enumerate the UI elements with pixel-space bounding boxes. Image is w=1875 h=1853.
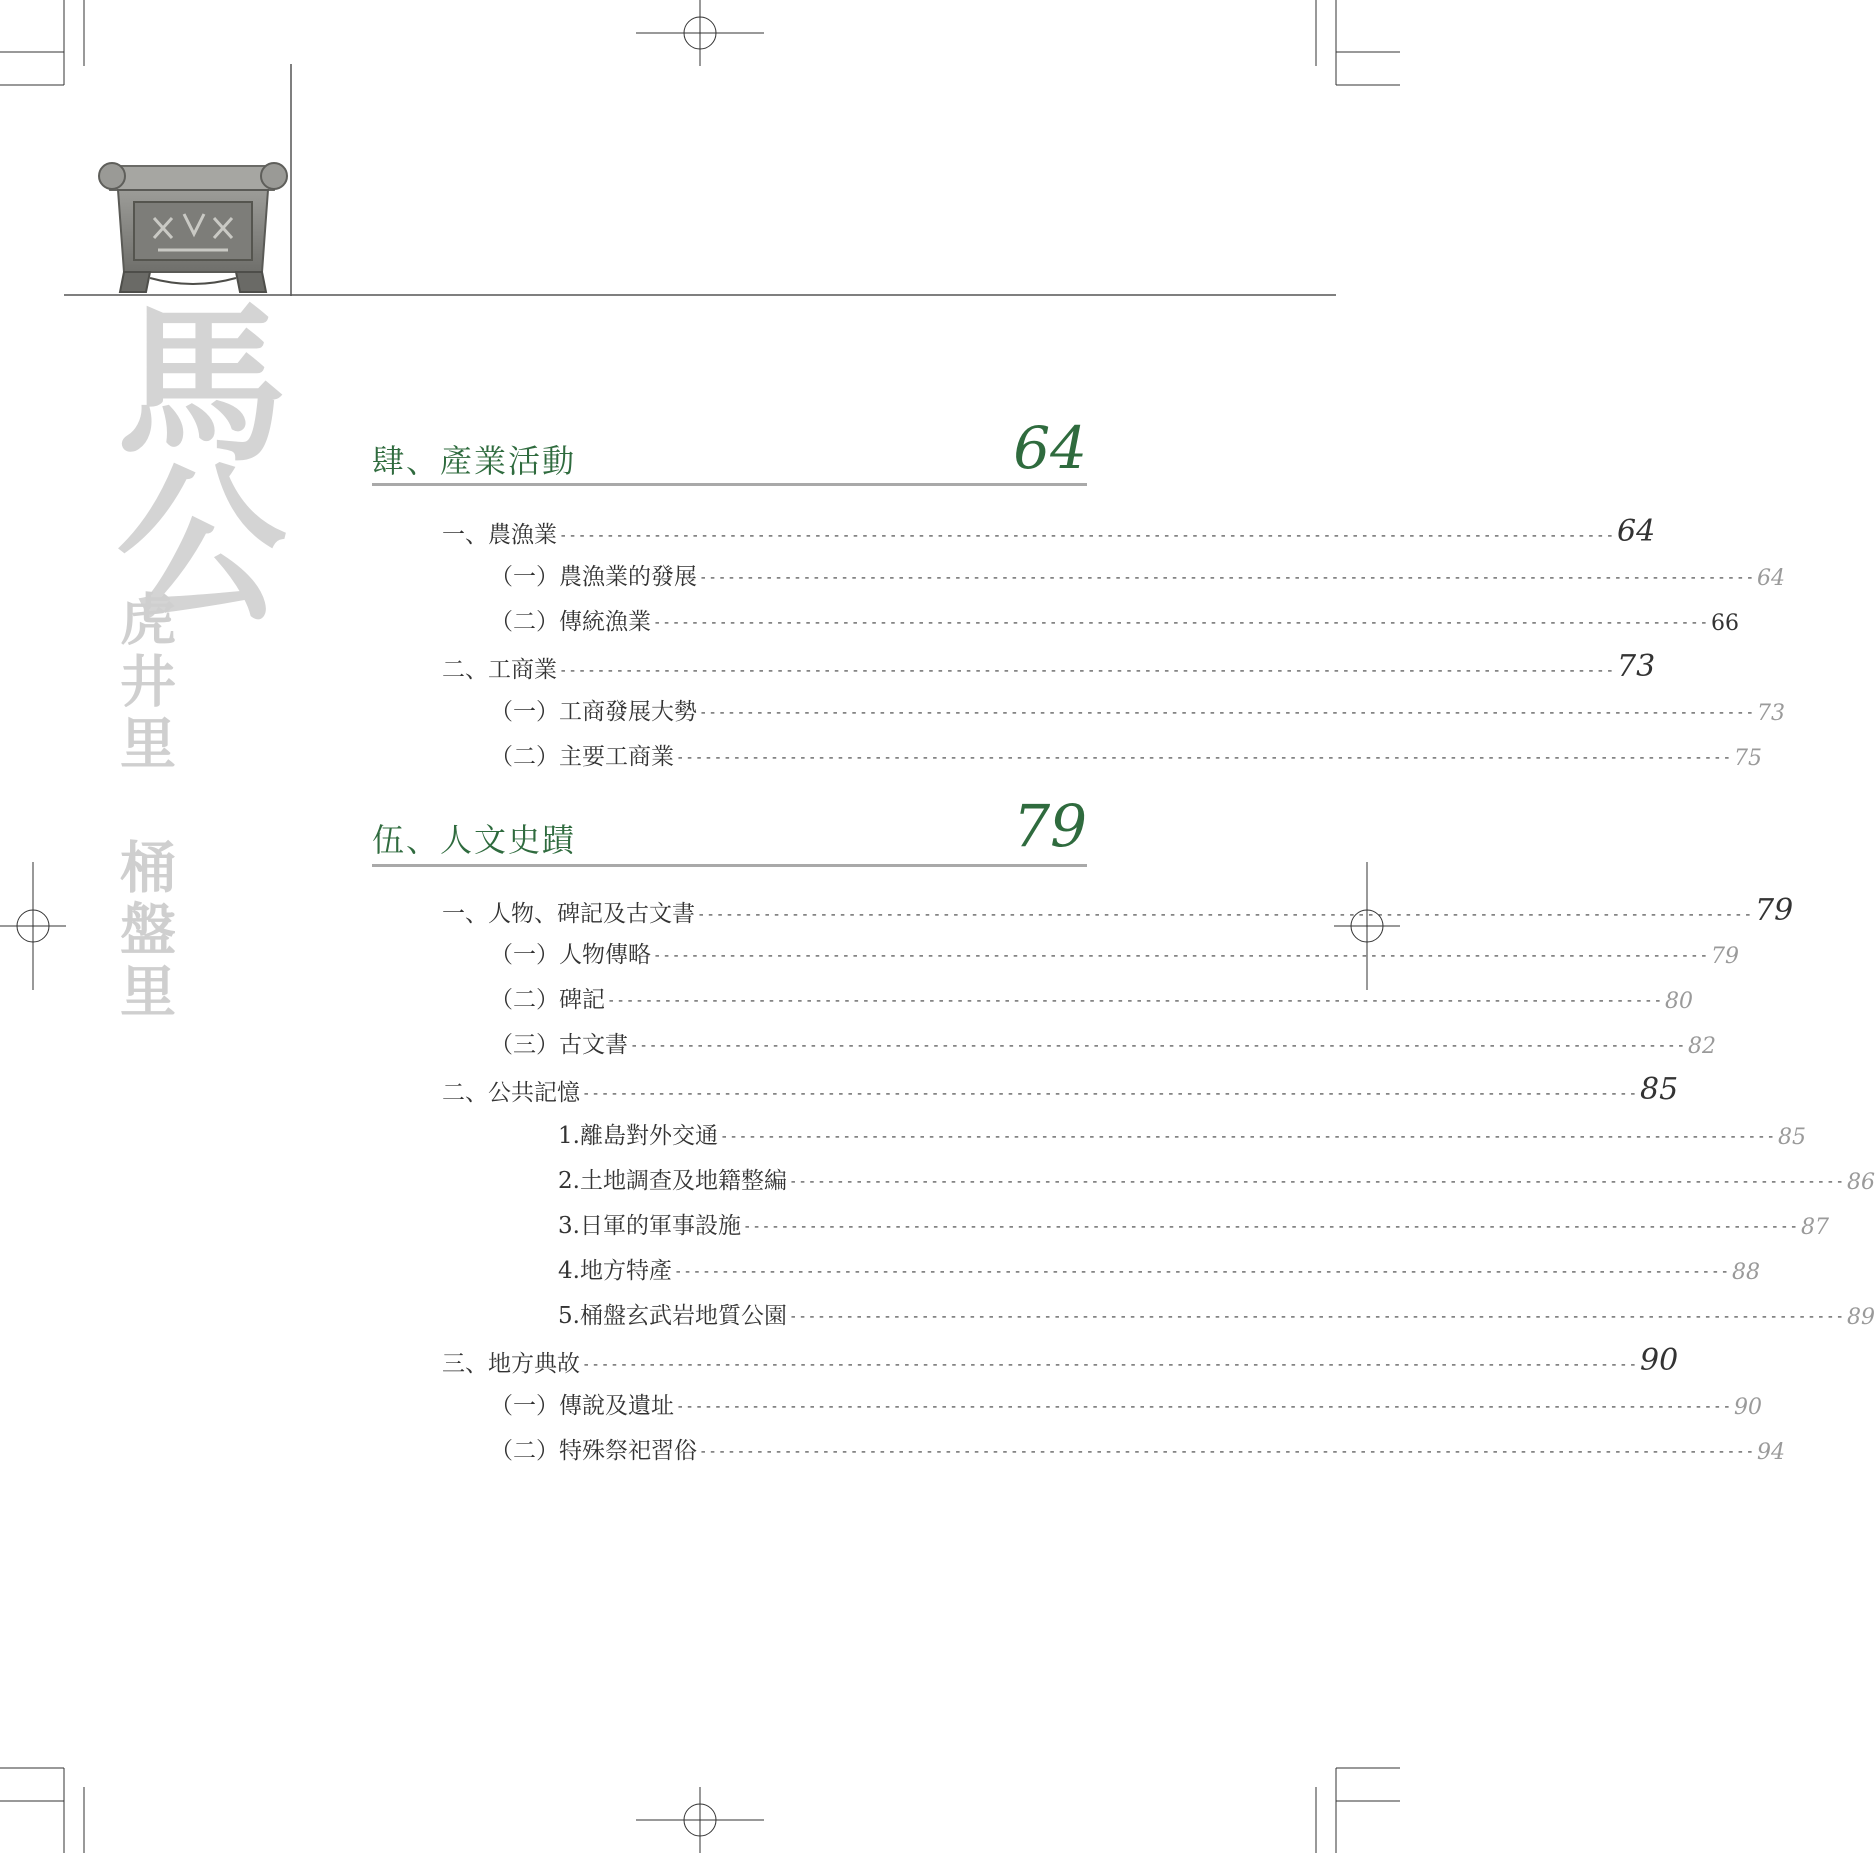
- toc-entry[interactable]: [442, 1342, 1679, 1378]
- toc-entry-page: 73: [1617, 649, 1656, 684]
- toc-entry-label: 二、公共記憶: [442, 1080, 580, 1106]
- toc-entry[interactable]: [490, 978, 1694, 1014]
- toc-entry-label: 一、人物、碑記及古文書: [442, 901, 695, 927]
- toc-leader: ----------------------------------------------------------------------------------------------------------------: [630, 1038, 1687, 1054]
- toc-leader: ----------------------------------------------------------------------------------------------------------------: [788, 1309, 1845, 1325]
- toc-leader: ----------------------------------------------------------------------------------------------------------------: [653, 948, 1710, 964]
- toc-entry-page: 64: [1617, 514, 1656, 549]
- toc-leader: ----------------------------------------------------------------------------------------------------------------: [788, 1174, 1845, 1190]
- toc-entry-page: 90: [1640, 1343, 1679, 1378]
- toc-entry[interactable]: [490, 555, 1786, 591]
- toc-leader: ----------------------------------------------------------------------------------------------------------------: [582, 1357, 1639, 1373]
- toc-entry-label: 2.土地調查及地籍整編: [558, 1168, 787, 1194]
- toc-entry-page: 80: [1665, 989, 1694, 1014]
- toc-entry-page: 94: [1757, 1440, 1786, 1465]
- toc-entry-label: 5.桶盤玄武岩地質公園: [558, 1303, 787, 1329]
- toc-entry-page: 79: [1755, 893, 1794, 928]
- toc-entry-label: （二）特殊祭祀習俗: [490, 1438, 697, 1464]
- toc-leader: ----------------------------------------------------------------------------------------------------------------: [582, 1086, 1639, 1102]
- toc-entry-label: （二）主要工商業: [490, 744, 674, 770]
- stone-burner-image: [98, 160, 288, 300]
- toc-leader: ----------------------------------------------------------------------------------------------------------------: [607, 993, 1664, 1009]
- toc-entry[interactable]: [490, 1023, 1717, 1059]
- toc-entry-label: （一）傳說及遺址: [490, 1393, 674, 1419]
- toc-entry[interactable]: [442, 648, 1656, 684]
- toc-entry-page: 86: [1846, 1170, 1875, 1195]
- section-title: 伍、人文史蹟: [372, 821, 577, 859]
- toc-entry-page: 85: [1640, 1072, 1679, 1107]
- toc-entry-page: 66: [1711, 611, 1740, 636]
- toc-entry-label: （一）人物傳略: [490, 942, 651, 968]
- toc-leader: ----------------------------------------------------------------------------------------------------------------: [697, 907, 1754, 923]
- toc-entry-label: （二）傳統漁業: [490, 609, 651, 635]
- toc-entry-label: （一）工商發展大勢: [490, 699, 697, 725]
- toc-entry[interactable]: [442, 1071, 1679, 1107]
- toc-entry[interactable]: [490, 600, 1740, 636]
- toc-entry-page: 82: [1688, 1034, 1717, 1059]
- toc-entry-page: 89: [1846, 1305, 1875, 1330]
- toc-entry[interactable]: [442, 892, 1794, 928]
- toc-leader: ----------------------------------------------------------------------------------------------------------------: [699, 705, 1756, 721]
- section-page-number: 79: [1013, 792, 1087, 860]
- toc-entry[interactable]: [490, 1429, 1786, 1465]
- toc-entry-label: 3.日軍的軍事設施: [558, 1213, 741, 1239]
- toc-entry[interactable]: [558, 1249, 1760, 1285]
- toc-leader: ----------------------------------------------------------------------------------------------------------------: [559, 663, 1616, 679]
- toc-leader: ----------------------------------------------------------------------------------------------------------------: [673, 1264, 1730, 1280]
- toc-entry-page: 90: [1734, 1395, 1763, 1420]
- toc-entry[interactable]: [558, 1294, 1875, 1330]
- toc-entry[interactable]: [490, 1384, 1763, 1420]
- toc-entry-label: 1.離島對外交通: [558, 1123, 718, 1149]
- toc-entry-label: 一、農漁業: [442, 522, 557, 548]
- toc-leader: ----------------------------------------------------------------------------------------------------------------: [699, 1444, 1756, 1460]
- toc-entry[interactable]: [558, 1114, 1806, 1150]
- section-title: 肆、產業活動: [372, 442, 577, 480]
- toc-entry-label: 三、地方典故: [442, 1351, 580, 1377]
- sidebar-title-sub: 虎井里 桶盤里: [111, 590, 176, 1024]
- toc-entry[interactable]: [558, 1204, 1829, 1240]
- toc-entry-label: （二）碑記: [490, 987, 605, 1013]
- toc-entry-label: 4.地方特產: [558, 1258, 672, 1284]
- toc-entry[interactable]: [558, 1159, 1875, 1195]
- toc-leader: ----------------------------------------------------------------------------------------------------------------: [676, 750, 1733, 766]
- sidebar-title-main: 馬公: [87, 295, 287, 615]
- toc-entry-label: （三）古文書: [490, 1032, 628, 1058]
- toc-entry-page: 79: [1711, 944, 1740, 969]
- toc-leader: ----------------------------------------------------------------------------------------------------------------: [559, 528, 1616, 544]
- section-rule: [372, 483, 1087, 486]
- toc-entry-page: 73: [1757, 701, 1786, 726]
- section-rule: [372, 864, 1087, 867]
- toc-entry[interactable]: [490, 690, 1786, 726]
- toc-leader: ----------------------------------------------------------------------------------------------------------------: [676, 1399, 1733, 1415]
- toc-leader: ----------------------------------------------------------------------------------------------------------------: [699, 570, 1756, 586]
- toc-leader: ----------------------------------------------------------------------------------------------------------------: [719, 1129, 1776, 1145]
- toc-entry-page: 88: [1731, 1260, 1760, 1285]
- toc-entry[interactable]: [442, 513, 1656, 549]
- toc-entry-label: 二、工商業: [442, 657, 557, 683]
- toc-entry-label: （一）農漁業的發展: [490, 564, 697, 590]
- section-page-number: 64: [1013, 414, 1087, 482]
- toc-entry[interactable]: [490, 735, 1763, 771]
- toc-leader: ----------------------------------------------------------------------------------------------------------------: [653, 615, 1710, 631]
- toc-entry-page: 64: [1757, 566, 1786, 591]
- toc-entry[interactable]: [490, 933, 1740, 969]
- toc-entry-page: 85: [1777, 1125, 1806, 1150]
- toc-leader: ----------------------------------------------------------------------------------------------------------------: [742, 1219, 1799, 1235]
- toc-entry-page: 75: [1734, 746, 1763, 771]
- toc-entry-page: 87: [1800, 1215, 1829, 1240]
